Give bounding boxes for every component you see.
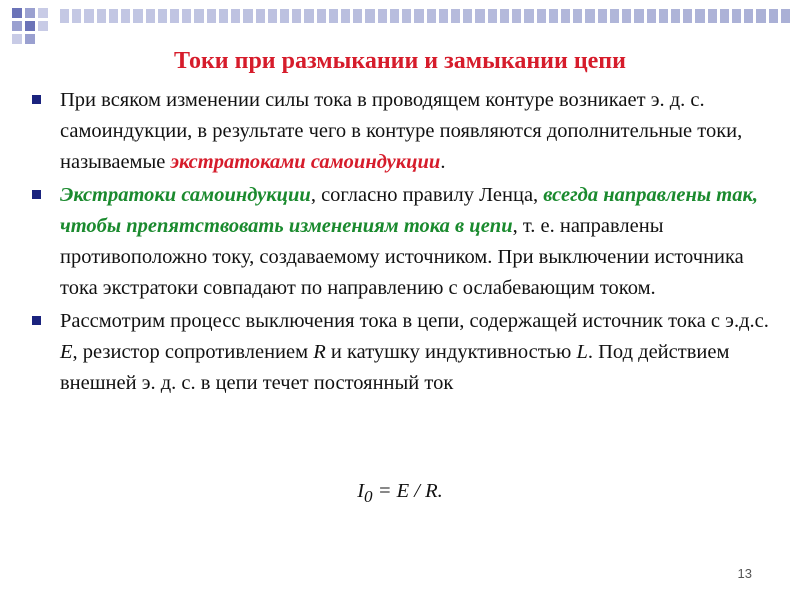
deco-square [38,8,48,18]
slide-title: Токи при размыкании и замыкании цепи [174,48,626,74]
deco-band-cell [537,9,546,23]
deco-band-cell [304,9,313,23]
deco-band-cell [317,9,326,23]
highlight-text: всегда направлены так, чтобы препятствовать изменениям тока в цепи [60,184,758,237]
deco-band-cell [634,9,643,23]
deco-band-cell [475,9,484,23]
deco-band-cell [622,9,631,23]
deco-band-cell [524,9,533,23]
deco-band-cell [683,9,692,23]
deco-band-cell [439,9,448,23]
deco-square [12,21,22,31]
deco-band-cell [671,9,680,23]
bullet-icon [32,190,41,199]
deco-square [38,21,48,31]
deco-band-cell [561,9,570,23]
bullet-item [32,180,772,304]
deco-band-cell [133,9,142,23]
deco-band-cell [732,9,741,23]
deco-band-cell [341,9,350,23]
deco-band-cell [598,9,607,23]
deco-band-cell [146,9,155,23]
text: . Под действием внешней э. д. с. в цепи течет постоянный ток [60,341,730,394]
text: . [440,151,446,173]
formula-subscript: 0 [364,487,373,507]
deco-band-cell [427,9,436,23]
text: , резистор сопротивлением [72,341,314,363]
deco-band-cell [781,9,790,23]
deco-band-cell [378,9,387,23]
bullet-item [32,306,772,399]
deco-band-cell [573,9,582,23]
deco-band-cell [365,9,374,23]
formula-rhs: = E / R. [372,480,443,502]
deco-square [25,8,35,18]
deco-band-cell [488,9,497,23]
deco-band-cell [720,9,729,23]
deco-band-cell [353,9,362,23]
deco-band-cell [659,9,668,23]
deco-band-cell [390,9,399,23]
text: , т. е. направлены противоположно току, создаваемому источником. При выключении источника тока экстратоки совпадают по направлению с ослабевающим током. [60,215,744,299]
variable: R [313,341,326,363]
text: Рассмотрим процесс выключения тока в цепи, содержащей источник тока с э.д.с. [60,310,769,332]
deco-band-cell [744,9,753,23]
deco-band-cell [60,9,69,23]
slide-content [32,85,772,401]
variable: L [576,341,588,363]
highlight-text: Экстратоки самоиндукции [60,184,311,206]
deco-band-cell [585,9,594,23]
formula-lhs: I [357,480,365,502]
text: При всяком изменении силы тока в проводящем контуре возникает э. д. с. самоиндукции, в результате чего в контуре появляются дополнительные токи, называемые [60,89,743,173]
deco-square [12,8,22,18]
deco-band-cell [256,9,265,23]
bullet-icon [32,95,41,104]
deco-band-cell [549,9,558,23]
deco-band-cell [231,9,240,23]
deco-band-cell [756,9,765,23]
deco-band-cell [243,9,252,23]
deco-band-cell [194,9,203,23]
deco-band-cell [158,9,167,23]
deco-band-cell [500,9,509,23]
deco-band-cell [708,9,717,23]
deco-band-cell [695,9,704,23]
deco-band-cell [414,9,423,23]
text: , согласно правилу Ленца, [310,184,544,206]
formula [0,480,800,507]
deco-band-cell [402,9,411,23]
deco-band-cell [219,9,228,23]
deco-band-cell [280,9,289,23]
deco-band-cell [84,9,93,23]
deco-band-cell [72,9,81,23]
deco-band-cell [207,9,216,23]
deco-band-cell [121,9,130,23]
deco-band-cell [610,9,619,23]
highlight-text: экстратоками самоиндукции [170,151,441,173]
deco-band-cell [463,9,472,23]
text: и катушку индуктивностью [325,341,577,363]
deco-square [25,21,35,31]
deco-band-cell [451,9,460,23]
deco-band-cell [329,9,338,23]
deco-band-cell [292,9,301,23]
deco-band-cell [109,9,118,23]
deco-band-cell [97,9,106,23]
deco-band-cell [769,9,778,23]
deco-band-cell [182,9,191,23]
variable: E [60,341,73,363]
deco-band-cell [268,9,277,23]
deco-band-cell [647,9,656,23]
deco-band-cell [170,9,179,23]
bullet-item [32,85,772,178]
page-number: 13 [737,566,752,581]
deco-square [25,34,35,44]
decorative-header-band [60,9,790,23]
deco-square [12,34,22,44]
bullet-icon [32,316,41,325]
deco-band-cell [512,9,521,23]
